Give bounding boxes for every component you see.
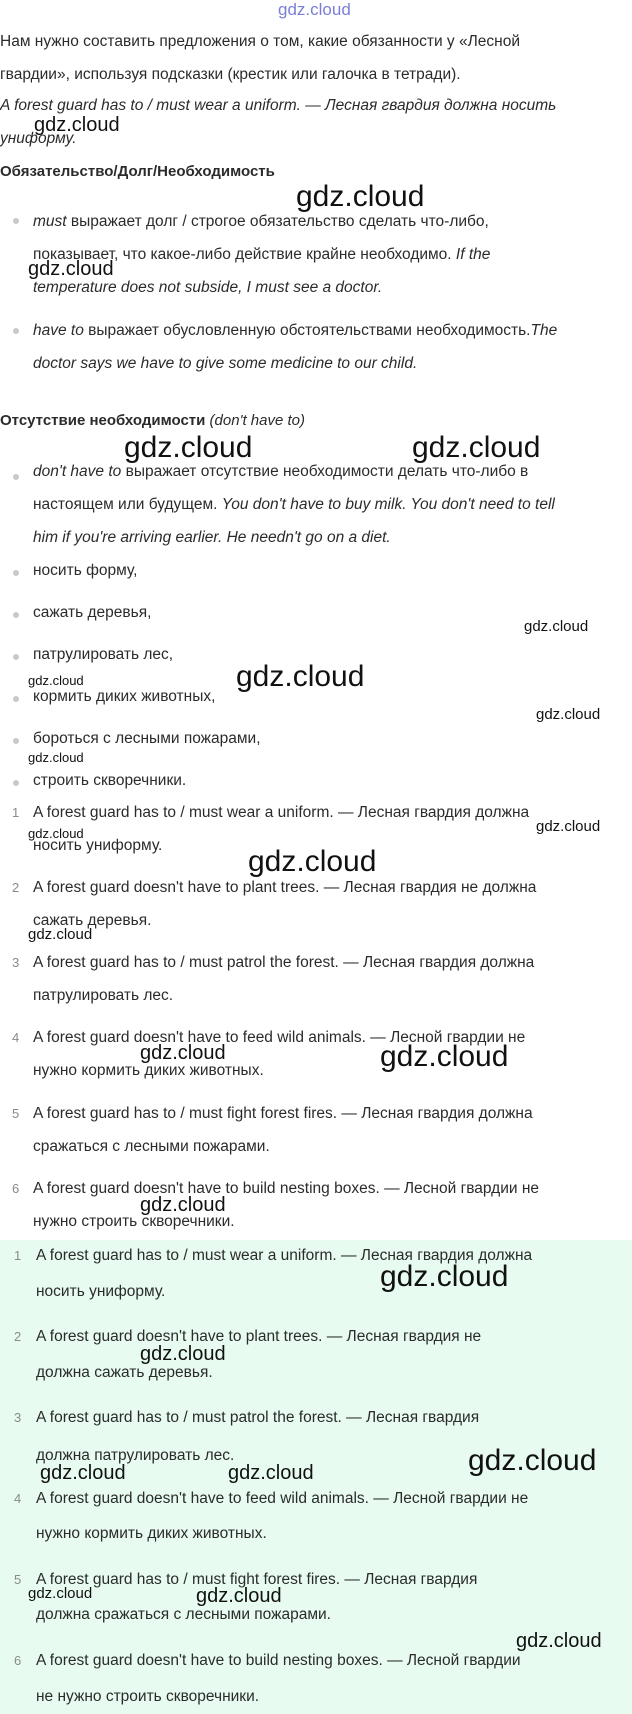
answer-line-2: патрулировать лес.	[33, 987, 174, 1004]
watermark: gdz.cloud	[524, 618, 589, 635]
watermark: gdz.cloud	[468, 1444, 597, 1477]
answer-number: 3	[12, 955, 20, 970]
task-item: строить скворечники.	[33, 772, 187, 789]
watermark: gdz.cloud	[28, 750, 84, 765]
watermark: gdz.cloud	[196, 1585, 282, 1607]
bullet-dot	[13, 570, 19, 576]
bullet-dot	[13, 328, 19, 334]
answer-line-1: A forest guard has to / must fight forest fires. — Лесная гвардия	[36, 1571, 478, 1588]
watermark: gdz.cloud	[412, 431, 541, 464]
watermark: gdz.cloud	[34, 114, 120, 136]
bullet-dot	[13, 654, 19, 660]
obligation-bullet-2-line-1: have to выражает обусловленную обстоятельствами необходимость.The	[33, 322, 558, 339]
watermark: gdz.cloud	[140, 1343, 226, 1365]
bullet-dot	[13, 612, 19, 618]
answer-number: 2	[12, 880, 20, 895]
answer-line-2: сажать деревья.	[33, 912, 152, 929]
answer-line-2: нужно кормить диких животных.	[33, 1062, 264, 1079]
answer-number: 1	[14, 1248, 22, 1263]
answer-line-1: A forest guard has to / must wear a uniform. — Лесная гвардия должна	[33, 804, 530, 821]
answer-line-2: носить униформу.	[36, 1283, 166, 1300]
watermark: gdz.cloud	[278, 0, 351, 19]
answer-number: 1	[12, 805, 20, 820]
watermark: gdz.cloud	[248, 845, 377, 878]
watermark: gdz.cloud	[296, 180, 425, 213]
answer-line-1: A forest guard doesn't have to build nesting boxes. — Лесной гвардии	[36, 1652, 521, 1669]
answer-line-2: нужно строить скворечники.	[33, 1213, 235, 1230]
answer-line-1: A forest guard has to / must patrol the forest. — Лесная гвардия	[36, 1409, 480, 1426]
task-item: сажать деревья,	[33, 604, 152, 621]
answer-number: 3	[14, 1410, 22, 1425]
absence-heading: Отсутствие необходимости (don't have to)	[0, 412, 305, 429]
answer-number: 5	[14, 1572, 22, 1587]
bullet-dot	[13, 474, 19, 480]
watermark: gdz.cloud	[380, 1040, 509, 1073]
answer-line-1: A forest guard has to / must wear a uniform. — Лесная гвардия должна	[36, 1247, 533, 1264]
answer-line-1: A forest guard doesn't have to feed wild animals. — Лесной гвардии не	[36, 1490, 529, 1507]
obligation-bullet-1-line-1: must выражает долг / строгое обязательство сделать что-либо,	[33, 213, 489, 230]
intro-line-1: Нам нужно составить предложения о том, какие обязанности у «Лесной	[0, 33, 520, 50]
watermark: gdz.cloud	[28, 258, 114, 280]
absence-bullet-line-1: don't have to выражает отсутствие необходимости делать что-либо в	[33, 463, 529, 480]
answer-number: 4	[12, 1030, 20, 1045]
absence-bullet-line-3: him if you're arriving earlier. He needn't go on a diet.	[33, 529, 391, 546]
watermark: gdz.cloud	[28, 1585, 93, 1602]
bullet-dot	[13, 696, 19, 702]
obligation-bullet-2-line-2: doctor says we have to give some medicine to our child.	[33, 355, 418, 372]
watermark: gdz.cloud	[28, 673, 84, 688]
watermark: gdz.cloud	[380, 1260, 509, 1293]
obligation-heading: Обязательство/Долг/Необходимость	[0, 163, 275, 180]
watermark: gdz.cloud	[28, 926, 93, 943]
bullet-dot	[13, 218, 19, 224]
watermark: gdz.cloud	[124, 431, 253, 464]
task-item: бороться с лесными пожарами,	[33, 730, 261, 747]
answer-number: 4	[14, 1491, 22, 1506]
watermark: gdz.cloud	[536, 706, 601, 723]
watermark: gdz.cloud	[536, 818, 601, 835]
answer-number: 6	[14, 1653, 22, 1668]
bullet-dot	[13, 738, 19, 744]
answer-line-1: A forest guard doesn't have to plant trees. — Лесная гвардия не	[36, 1328, 482, 1345]
bullet-dot	[13, 780, 19, 786]
task-item: носить форму,	[33, 562, 138, 579]
intro-example-line-2: униформу.	[0, 130, 77, 147]
obligation-bullet-1-line-3: temperature does not subside, I must see a doctor.	[33, 279, 383, 296]
task-item: кормить диких животных,	[33, 688, 216, 705]
watermark: gdz.cloud	[40, 1462, 126, 1484]
obligation-bullet-1-line-2: показывает, что какое-либо действие крайне необходимо. If the	[33, 246, 491, 263]
watermark: gdz.cloud	[228, 1462, 314, 1484]
answer-line-2: должна сражаться с лесными пожарами.	[36, 1606, 331, 1623]
watermark: gdz.cloud	[28, 826, 84, 841]
answer-line-2: сражаться с лесными пожарами.	[33, 1138, 270, 1155]
answer-line-1: A forest guard doesn't have to plant trees. — Лесная гвардия не должна	[33, 879, 537, 896]
answer-number: 5	[12, 1106, 20, 1121]
answer-line-2: не нужно строить скворечники.	[36, 1688, 260, 1705]
answer-line-2: нужно кормить диких животных.	[36, 1525, 267, 1542]
watermark: gdz.cloud	[516, 1630, 602, 1652]
absence-bullet-line-2: настоящем или будущем. You don't have to buy milk. You don't need to tell	[33, 496, 555, 513]
answer-line-1: A forest guard has to / must fight forest fires. — Лесная гвардия должна	[33, 1105, 533, 1122]
task-item: патрулировать лес,	[33, 646, 174, 663]
answer-line-2: должна патрулировать лес.	[36, 1447, 235, 1464]
watermark: gdz.cloud	[236, 660, 365, 693]
answer-line-1: A forest guard doesn't have to feed wild animals. — Лесной гвардии не	[33, 1029, 526, 1046]
answer-number: 6	[12, 1181, 20, 1196]
answer-line-2: носить униформу.	[33, 837, 163, 854]
answer-line-1: A forest guard doesn't have to build nesting boxes. — Лесной гвардии не	[33, 1180, 540, 1197]
intro-line-2: гвардии», используя подсказки (крестик или галочка в тетради).	[0, 66, 461, 83]
answer-line-1: A forest guard has to / must patrol the forest. — Лесная гвардия должна	[33, 954, 535, 971]
intro-example-line-1: A forest guard has to / must wear a uniform. — Лесная гвардия должна носить	[0, 97, 557, 114]
answer-number: 2	[14, 1329, 22, 1344]
answer-line-2: должна сажать деревья.	[36, 1364, 213, 1381]
watermark: gdz.cloud	[140, 1194, 226, 1216]
watermark: gdz.cloud	[140, 1042, 226, 1064]
